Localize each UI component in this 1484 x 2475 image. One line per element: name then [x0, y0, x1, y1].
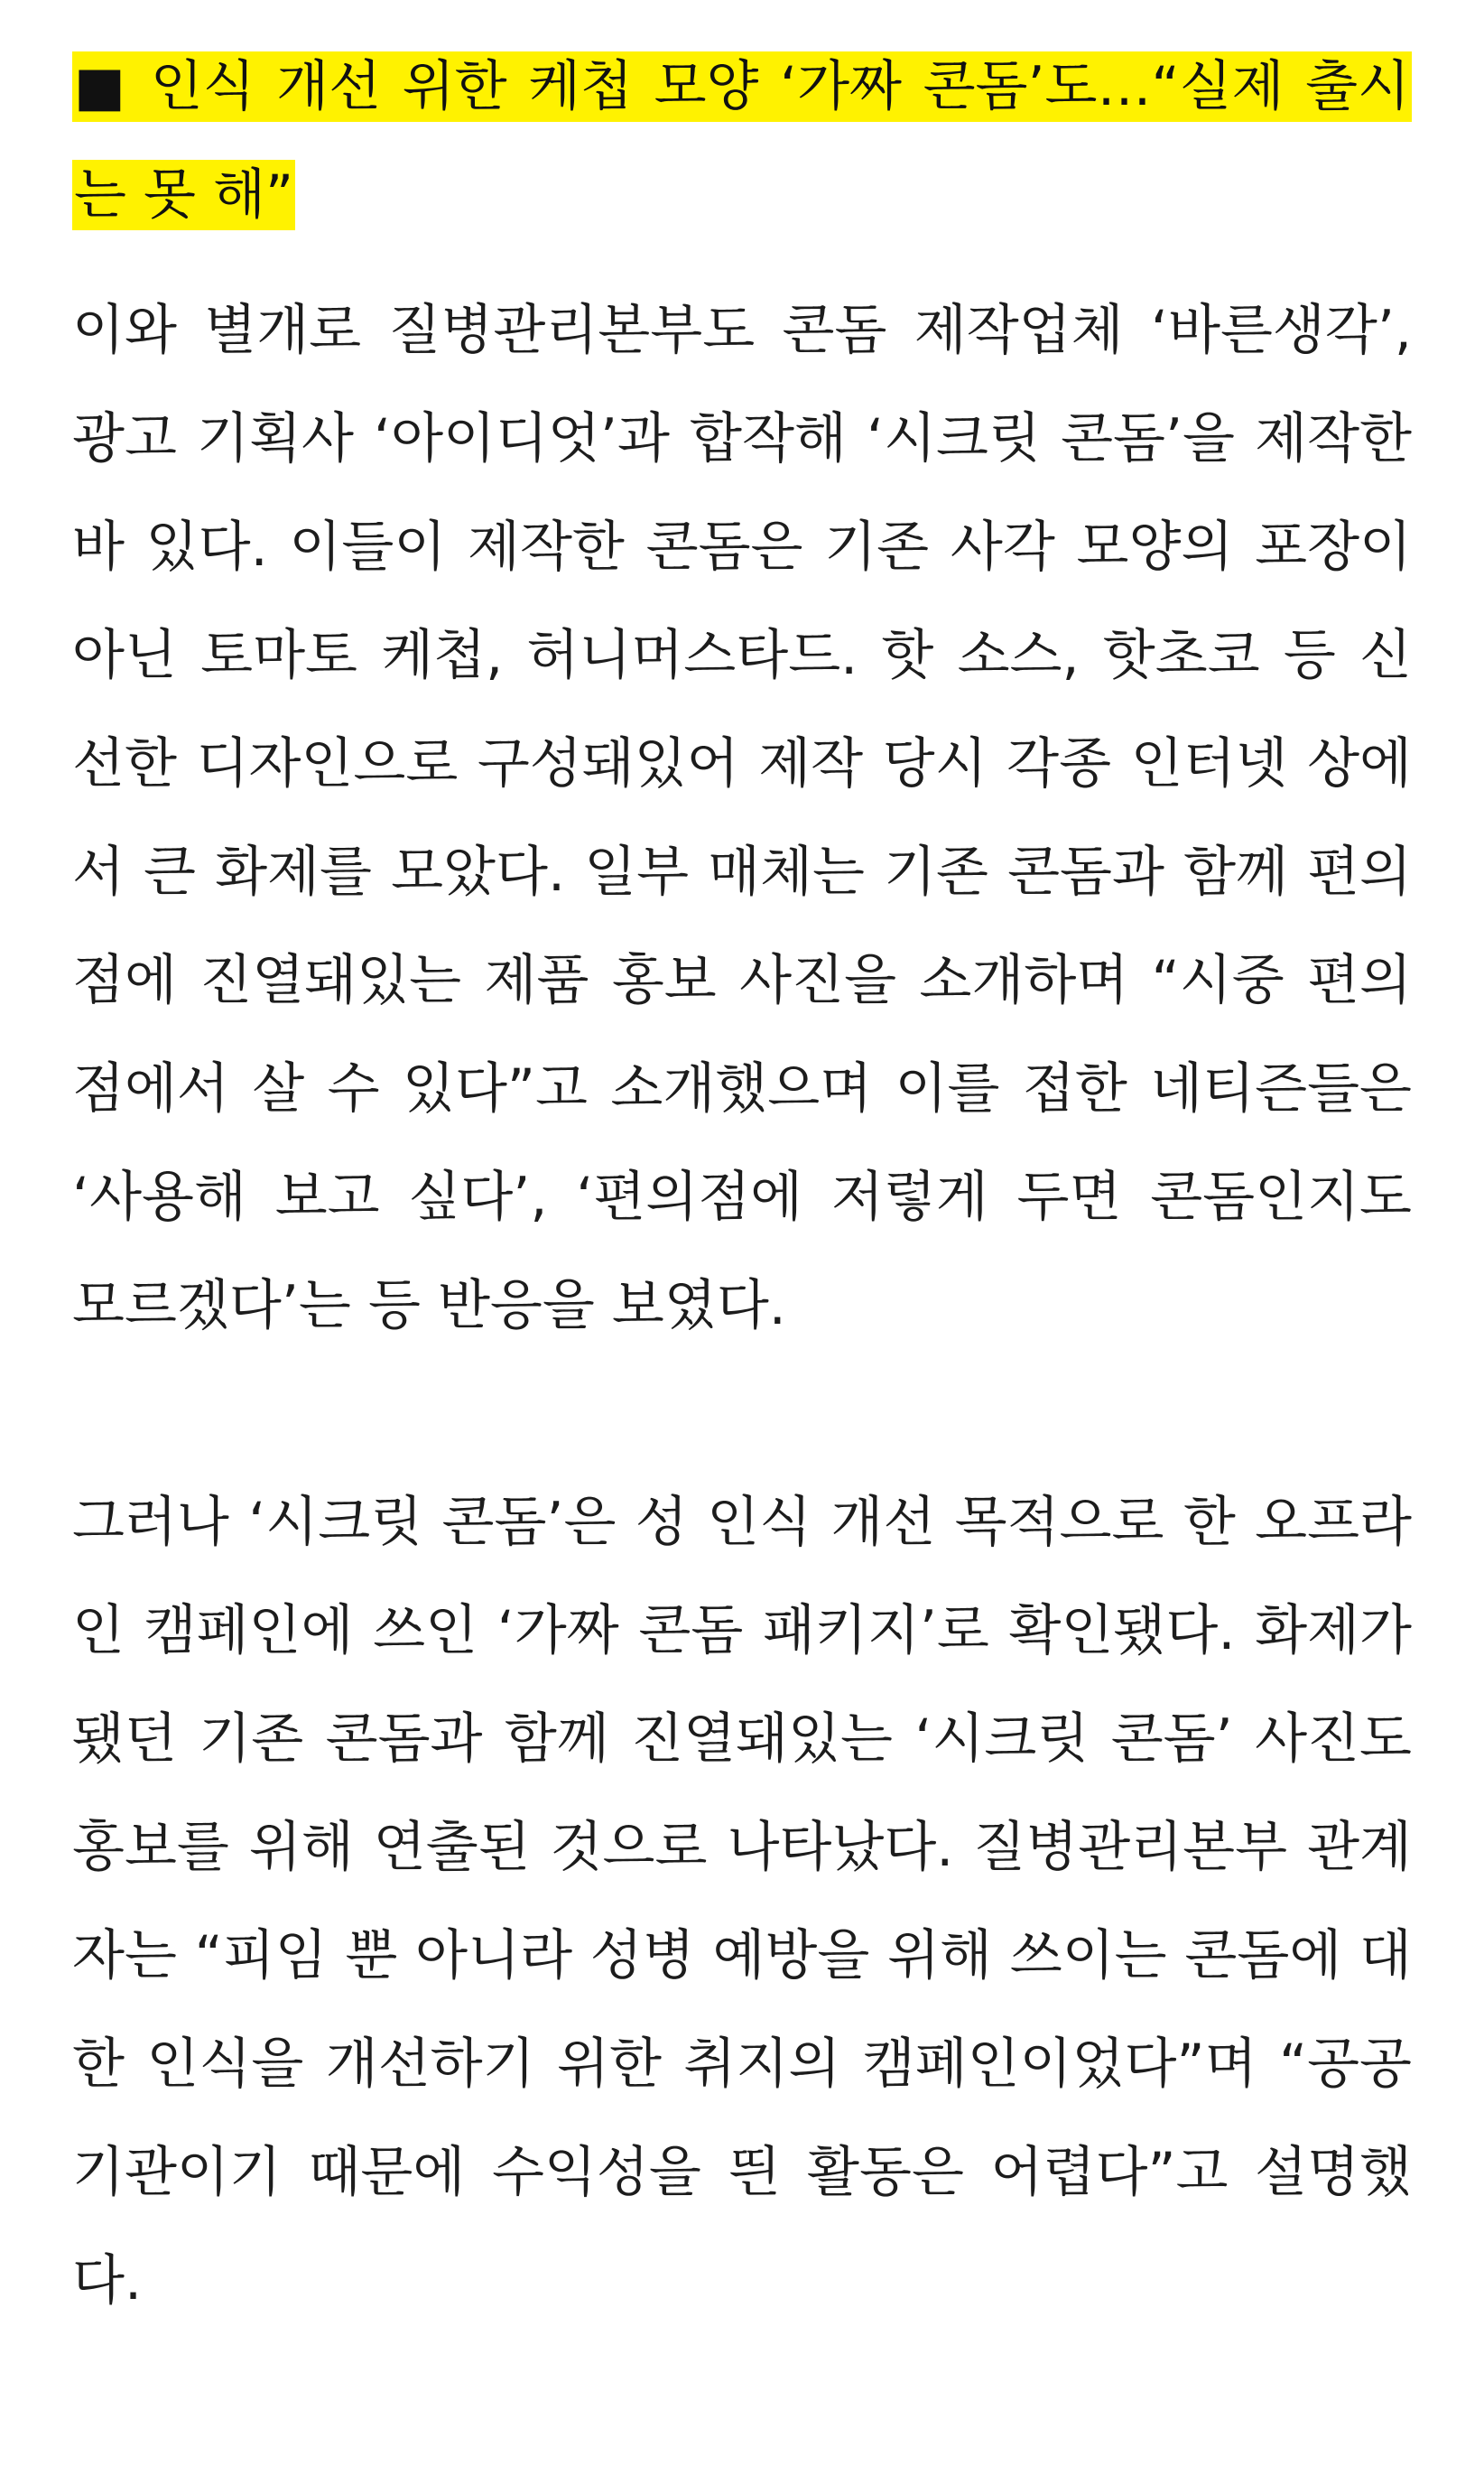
article-body	[72, 33, 1412, 2335]
section-heading	[72, 33, 1412, 249]
paragraph: 그러나 ‘시크릿 콘돔’은 성 인식 개선 목적으로 한 오프라인 캠페인에 쓰인 ‘가짜 콘돔 패키지’로 확인됐다. 화제가 됐던 기존 콘돔과 함께 진열돼있는 ‘시크릿 콘돔’ 사진도 홍보를 위해 연출된 것으로 나타났다. 질병관리본부 관계자는 “피임 뿐 아니라 성병 예방을 위해 쓰이는 콘돔에 대한 인식을 개선하기 위한 취지의 캠페인이었다”며 “공공기관이기 때문에 수익성을 띈 활동은 어렵다”고 설명했다.	[72, 1491, 1412, 2312]
paragraph: 이와 별개로 질병관리본부도 콘돔 제작업체 ‘바른생각’, 광고 기획사 ‘아이디엇’과 합작해 ‘시크릿 콘돔’을 제작한 바 있다. 이들이 제작한 콘돔은 기존 사각 모양의 포장이 아닌 토마토 케첩, 허니머스타드. 핫 소스, 핫초코 등 신선한 디자인으로 구성돼있어 제작 당시 각종 인터넷 상에서 큰 화제를 모았다. 일부 매체는 기존 콘돔과 함께 편의점에 진열돼있는 제품 홍보 사진을 소개하며 “시중 편의점에서 살 수 있다”고 소개했으며 이를 접한 네티즌들은 ‘사용해 보고 싶다’, ‘편의점에 저렇게 두면 콘돔인지도 모르겠다’는 등 반응을 보였다.	[72, 299, 1412, 1337]
heading-highlight: ■ 인식 개선 위한 케첩 모양 ‘가짜 콘돔’도…“실제 출시는 못 해”	[72, 51, 1412, 230]
